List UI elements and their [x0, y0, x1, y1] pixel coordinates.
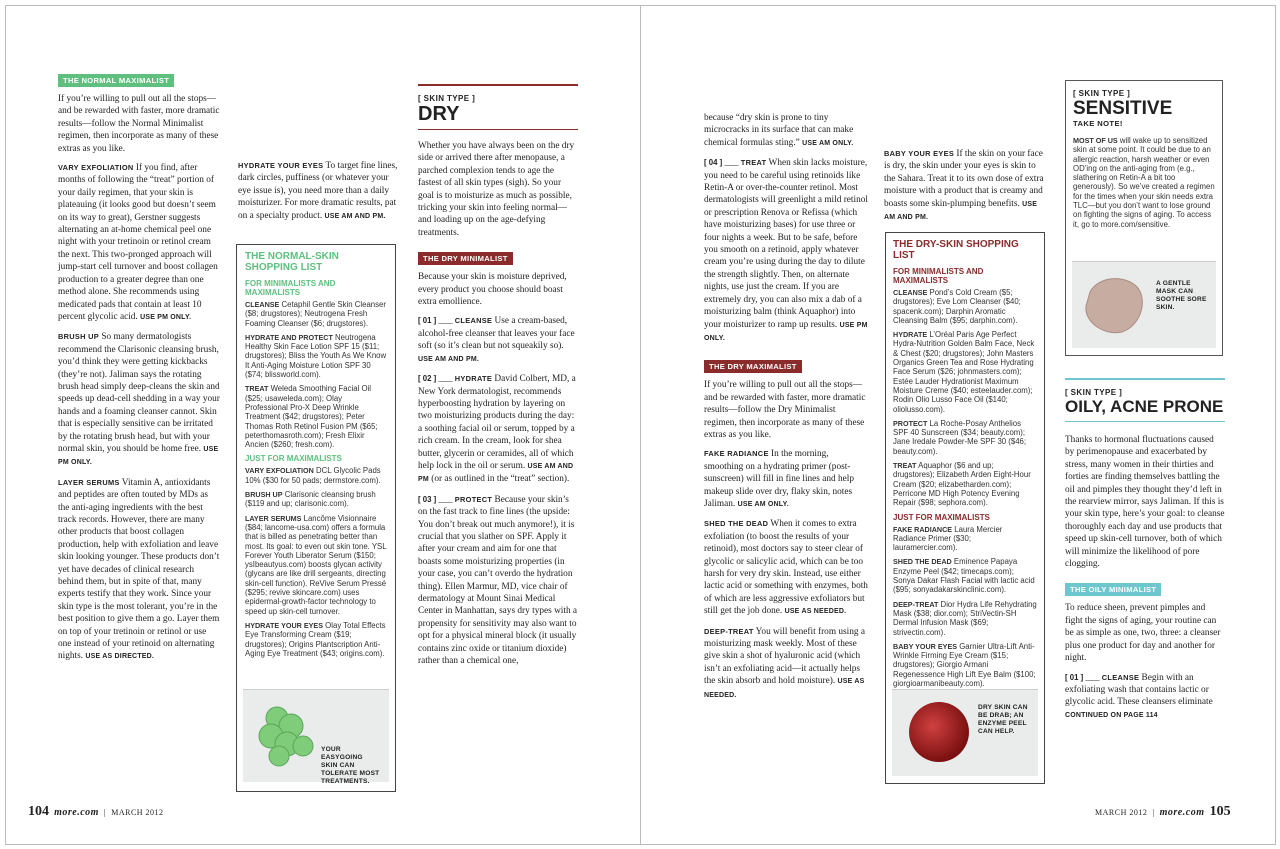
shopping-list-item [893, 330, 1037, 414]
item-category: DEEP-TREAT [893, 599, 939, 609]
skin-type-kicker: [ SKIN TYPE ] [1065, 388, 1123, 397]
item-products: Clarisonic cleansing brush ($119 and up; clarisonic.com). [245, 490, 376, 509]
paragraph: SHED THE DEAD When it comes to extra exfoliation (to boost the results of your retinoid), most doctors say to steer clear of glycolic or salicylic acid, which can be too harsh for very dry skin. Instead, use either lactic acid or something with enzymes, both of which are less aggressive exfoliators but still get the job done. USE AS NEEDED. [704, 519, 868, 617]
skin-type-kicker: [ SKIN TYPE ] [418, 94, 476, 103]
item-products: DCL Glycolic Pads 10% ($30 for 50 pads; dermstore.com). [245, 466, 381, 485]
sensitive-text: MOST OF US will wake up to sensitized skin at some point. It could be due to an allergic reaction, harsh weather or even OD’ing on the anti-aging from (e.g., slathering on Retin-A a bit too generously). So we’ve created a regimen for the times when your skin needs extra TLC—but you don’t want to lose ground on fighting the signs of aging. To access it, go to more.com/sensitive. [1073, 136, 1215, 229]
dry-minimalist-tag: THE DRY MINIMALIST [418, 252, 513, 265]
page-number: 104 [28, 804, 49, 819]
item-category: TREAT [893, 461, 917, 471]
shopping-list-item [245, 621, 387, 658]
site-name: more.com [1159, 807, 1205, 818]
skin-type-kicker: [ SKIN TYPE ] [1073, 89, 1131, 98]
shopping-list-item [245, 466, 387, 485]
shopping-list-title: THE DRY-SKIN SHOPPING LIST [893, 239, 1019, 261]
item-category: HYDRATE [893, 330, 928, 340]
shopping-list-item [893, 525, 1037, 553]
site-name: more.com [54, 807, 99, 818]
section-rule [418, 84, 578, 86]
item-category: CLEANSE [245, 300, 280, 309]
shopping-list-title: THE NORMAL-SKIN SHOPPING LIST [245, 251, 339, 273]
dry-skin-shopping-list [885, 232, 1045, 784]
left-page [5, 5, 641, 845]
item-category: PROTECT [893, 418, 928, 428]
item-category: SHED THE DEAD [893, 557, 952, 567]
shopping-list-item [893, 288, 1037, 325]
right-column-1 [704, 112, 869, 709]
left-column-1 [58, 68, 220, 671]
normal-skin-shopping-list [236, 244, 396, 792]
right-page [640, 5, 1276, 845]
item-category: VARY EXFOLIATION [245, 466, 314, 476]
shopping-list-section: FOR MINIMALISTS AND MAXIMALISTS [245, 279, 336, 297]
paragraph: because “dry skin is prone to tiny microcracks in its surface that can make chemical formulas sting.” USE AM ONLY. [704, 113, 854, 148]
sensitive-sidebar [1065, 80, 1223, 356]
paragraph: LAYER SERUMS Vitamin A, antioxidants and peptides are often touted by MDs as the anti-aging ingredients with the best track records. However, there are many other products that boost collagen production, help with exfoliation and leave skin looking younger. These products don’t yet have decades of clinical research behind them, but in spite of that, many experts testify that they work. Since your skin type is the most tolerant, you’re in the best position to give them a go. Layer them on top of your tretinoin or retinol or use one instead of your retinoid on alternating nights. USE AS DIRECTED. [58, 477, 220, 662]
shopping-list-item [893, 642, 1037, 688]
paragraph: DEEP-TREAT You will benefit from using a moisturizing mask weekly. Most of these give skin a shot of hyaluronic acid (which isn’t an exfoliating acid—it actually helps the skin absorb and hold moisture). USE AS NEEDED. [704, 626, 865, 699]
shopping-list-item [245, 333, 387, 379]
paragraph: To reduce sheen, prevent pimples and fight the signs of aging, your routine can be as simple as one, two, three: a cleanser plus one product for day and another for night. [1065, 603, 1221, 664]
item-products: Weleda Smoothing Facial Oil ($25; usaweleda.com); Olay Professional Pro-X Deep Wrinkle Treatment ($42; drugstores); Peter Thomas Roth Retinol Fusion PM ($65; peterthomasroth.com); Fresh Elixir Ancien ($260; fresh.com). [245, 384, 378, 450]
shopping-list-section: JUST FOR MAXIMALISTS [893, 512, 990, 522]
paragraph: BRUSH UP So many dermatologists recommend the Clarisonic cleansing brush, you’d think they were getting kickbacks (they’re not). Jaliman says the rotating brush head simply deep-cleans the skin and speeds up dead-cell shedding in a way your hands and a foaming cleanser cannot. Skin that is especially sensitive can be irritated by the rotating brush head, but with your normal skin, you should be home free. USE PM ONLY. [58, 332, 220, 467]
section-rule [1065, 421, 1225, 422]
red-enzyme-peel-icon [904, 696, 974, 766]
step-protect: [ 03 ] ___ PROTECT Because your skin’s on the fast track to fine lines (the upside: You don’t break out much anymore!), it is crucial that you slather on SPF. Apply it after your cream and aim for one that boasts some moisturizing properties (in your case, you can’t overdo the hydration thing). Ellen Marmur, MD, vice chair of dermatology at Mount Sinai Medical Center in Manhattan, says dry types with a propensity for sensitivity may also want to opt for a physical mineral block (it usually contains zinc oxide or titanium dioxide) rather than a chemical one, [418, 494, 578, 667]
photo-caption: YOUR EASYGOING SKIN CAN TOLERATE MOST TREATMENTS. [321, 746, 380, 785]
shopping-list-item [245, 384, 387, 449]
normal-maximalist-tag: THE NORMAL MAXIMALIST [58, 74, 174, 87]
paragraph: HYDRATE YOUR EYES To target fine lines, dark circles, puffiness (or whatever your eye issue is), you need more than a daily moisturizer. For more dramatic results, pat on a specialty product. USE AM AND PM. [238, 161, 398, 221]
item-category: HYDRATE YOUR EYES [245, 620, 324, 630]
take-note-subhead: TAKE NOTE! [1073, 119, 1123, 128]
step-hydrate: [ 02 ] ___ HYDRATE David Colbert, MD, a New York dermatologist, recommends hyperboosting hydration by layering on two moisturizing products during the day: a soothing facial oil or serum, topped by a rich cream. In the cream, look for shea butter, glycerin or ceramides, all of which help lock in the oil or serum. USE AM AND PM (or as outlined in the “treat” section). [418, 374, 576, 485]
shopping-list-items [245, 466, 387, 658]
shopping-list-item [893, 461, 1037, 507]
shopping-list-items [893, 525, 1037, 689]
clay-mask-swatch-icon [1078, 270, 1148, 340]
item-products: Garnier Ultra-Lift Anti-Wrinkle Firming Eye Cream ($15; drugstores); Giorgio Armani Regenessence High Lift Eye Balm ($100; giorgioarmanibeauty.com). [893, 641, 1036, 688]
shopping-list-items [893, 288, 1037, 508]
photo-caption: DRY SKIN CAN BE DRAB; AN ENZYME PEEL CAN HELP. [978, 704, 1028, 735]
page-folio: MARCH 2012 | more.com 105 [1095, 804, 1231, 819]
photo-caption: A GENTLE MASK CAN SOOTHE SORE SKIN. [1156, 280, 1207, 311]
shopping-list-item [245, 514, 387, 616]
section-rule [418, 129, 578, 130]
left-column-3 [418, 84, 578, 674]
dry-maximalist-tag: THE DRY MAXIMALIST [704, 360, 802, 373]
paragraph: BABY YOUR EYES If the skin on your face is dry, the skin under your eyes is skin to the Sahara. Treat it to its own dose of extra moisture with a product that is creamy and boasts some skin-plumping benefits. USE AM AND PM. [884, 149, 1044, 222]
item-category: BABY YOUR EYES [893, 641, 958, 651]
item-products: La Roche-Posay Anthelios SPF 40 Sunscreen ($34; beauty.com); Jane Iredale Powder-Me SPF 30 ($46; beauty.com). [893, 418, 1027, 456]
item-category: FAKE RADIANCE [893, 524, 953, 534]
right-column-2 [884, 148, 1044, 231]
page-folio: 104 more.com | MARCH 2012 [28, 804, 164, 819]
section-title-sensitive: SENSITIVE [1073, 98, 1173, 119]
section-rule [1065, 378, 1225, 380]
item-category: HYDRATE AND PROTECT [245, 332, 333, 342]
issue-date: MARCH 2012 [1095, 808, 1148, 817]
shopping-list-section: FOR MINIMALISTS AND MAXIMALISTS [893, 267, 984, 285]
section-title-oily: OILY, ACNE PRONE [1065, 397, 1224, 416]
shopping-list-item [893, 557, 1037, 594]
item-products: Dior Hydra Life Rehydrating Mask ($38; dior.com); StriVectin-SH Dermal Infusion Mask ($69; strivectin.com). [893, 599, 1037, 637]
dry-intro: Whether you have always been on the dry side or arrived there after menopause, a parched complexion tends to age the fastest of all skin types (sigh). So your goal is to moisturize as much as possible, tricking your skin into feeling normal—and loading up on the age-defying treatments. [418, 141, 575, 238]
item-products: Eminence Papaya Enzyme Peel ($42; timecaps.com); Sonya Dakar Flash Facial with lactic acid ($95; sonyadakarskinclinic.com). [893, 557, 1035, 595]
shopping-list-section: JUST FOR MAXIMALISTS [245, 454, 342, 464]
left-column-2 [238, 160, 398, 230]
oily-minimalist-tag: THE OILY MINIMALIST [1065, 583, 1161, 596]
item-category: LAYER SERUMS [245, 513, 302, 523]
step-cleanse: [ 01 ] ___ CLEANSE Begin with an exfoliating wash that contains lactic or glycolic acid. These cleansers eliminate CONTINUED ON PAGE 114 [1065, 672, 1213, 719]
item-products: Aquaphor ($6 and up; drugstores); Elizabeth Arden Eight-Hour Cream ($20; elizabetharden.com); Perricone MD High Potency Evening Repair ($98; sephora.com). [893, 461, 1031, 508]
item-products: L’Oréal Paris Age Perfect Hydra-Nutrition Golden Balm Face, Neck & Chest ($20; drugstores); John Masters Organics Green Tea and Rose Hydrating Face Serum ($26; johnmasters.com); Estée Lauder Hydrationist Maximum Moisture Creme ($40; esteelauder.com); Rodin Olio Lusso Face Oil ($140; oliolusso.com). [893, 330, 1035, 414]
item-products: Pond’s Cold Cream ($5; drugstores); Eve Lom Cleanser ($40; spacenk.com); Darphin Aromatic Cleansing Balm ($95; darphin.com). [893, 288, 1021, 325]
shopping-list-item [245, 490, 387, 509]
product-photo-panel [243, 689, 389, 785]
oily-intro: Thanks to hormonal fluctuations caused by perimenopause and exacerbated by stress, many women in their thirties and forties are finding themselves battling the oil and pimples they thought they’d left in the rearview mirror, says Jaliman. If this is your skin type, here’s your goal: to cleanse thoroughly each day and use products that speed up skin-cell turnover, both of which will minimize the likelihood of pore clogging. [1065, 435, 1225, 570]
page-number: 105 [1209, 804, 1231, 819]
product-photo-panel [892, 689, 1038, 776]
oily-section [1065, 378, 1225, 729]
green-balm-swatch-icon [249, 696, 329, 776]
shopping-list-items [245, 300, 387, 449]
item-products: Cetaphil Gentle Skin Cleanser ($8; drugstores); Neutrogena Fresh Foaming Cleanser ($6; drugstores). [245, 300, 386, 328]
item-products: Neutrogena Healthy Skin Face Lotion SPF 15 ($11; drugstores); Bliss the Youth As We Know It Anti-Aging Moisture Lotion SPF 30 ($74; blissworld.com). [245, 332, 387, 380]
shopping-list-item [245, 300, 387, 328]
normal-maximalist-intro: If you’re willing to pull out all the stops—and be rewarded with faster, more dramatic results—follow the Normal Minimalist regimen, then incorporate as many of these extras as you like. [58, 94, 220, 154]
dry-maximalist-intro: If you’re willing to pull out all the stops—and be rewarded with faster, more dramatic results—follow the Dry Minimalist regimen, then incorporate as many of these extras as you like. [704, 380, 866, 440]
item-products: Olay Total Effects Eye Transforming Cream ($19; drugstores); Origins Plantscription Anti-Aging Eye Treatment ($43; origins.com). [245, 620, 386, 658]
item-products: Lancôme Visionnaire ($84; lancome-usa.com) offers a formula that is billed as penetrating better than most. Its goal: to even out skin tone. YSL Forever Youth Liberator Serum ($150; ysIbeautyus.com) boosts glycan activity (glycans are like drill sergeants, directing skin-cell function). ReVive Serum Pressé ($295; revive skincare.com) uses epidermal-growth-factor technology to speed up skin-cell turnover. [245, 513, 387, 616]
paragraph: FAKE RADIANCE In the morning, smoothing on a hydrating primer (post-sunscreen) will fill in fine lines and help makeup slide over dry, flaky skin, notes Jaliman. USE AM ONLY. [704, 449, 855, 509]
paragraph: Because your skin is moisture deprived, every product you choose should boast extra emollience. [418, 272, 567, 308]
issue-date: MARCH 2012 [111, 808, 164, 817]
shopping-list-item [893, 419, 1037, 456]
product-photo-panel [1072, 261, 1216, 348]
item-category: BRUSH UP [245, 490, 283, 500]
shopping-list-item [893, 600, 1037, 637]
step-cleanse: [ 01 ] ___ CLEANSE Use a cream-based, alcohol-free cleanser that leaves your face soft (so it’s clean but not squeakily so). USE AM AND PM. [418, 316, 575, 363]
paragraph: VARY EXFOLIATION If you find, after months of following the “treat” portion of your daily regimen, that your skin is plateauing (it looks good but doesn’t seem on its way to great), Gerstner suggests alternating an at-home chemical peel one night with your tretinoin or retinol cream the next. This two-pronged approach will jump-start cell turnover and boost collagen production to a greater degree than one method alone. She recommends using medicated pads that contain at least 10 percent glycolic acid. USE PM ONLY. [58, 163, 218, 322]
item-category: TREAT [245, 384, 269, 394]
item-category: CLEANSE [893, 288, 928, 297]
section-title-dry: DRY [418, 103, 460, 125]
step-treat: [ 04 ] ___ TREAT When skin lacks moisture, you need to be careful using retinoids like Retin-A or over-the-counter retinol. Most dermatologists will greenlight a mild retinol or prescription Renova or Refissa (which have moisturizing bases) for use three or four nights a week. But to be safe, before you smooth on a retinoid, apply whatever cream you’re using during the day to dilute the strength slightly. Then, on alternate nights, use just the cream. If you are extremely dry, you can also mix a dab of a moisturizing balm (think Aquaphor) into your moisturizer to ramp up results. USE PM ONLY. [704, 158, 868, 342]
item-products: Laura Mercier Radiance Primer ($30; lauramercier.com). [893, 524, 1003, 553]
